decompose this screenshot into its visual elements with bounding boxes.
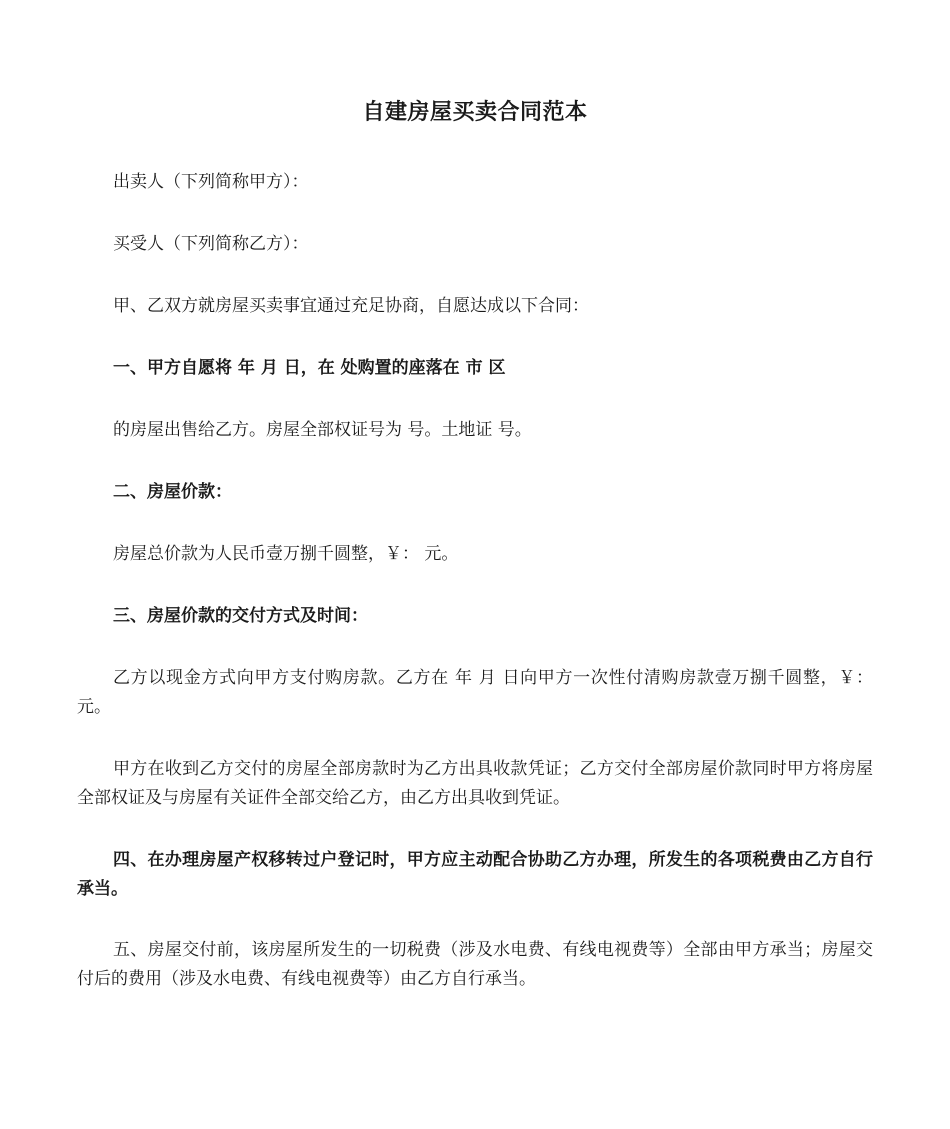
seller-line: 出卖人（下列简称甲方）：: [113, 172, 309, 192]
buyer-line: 买受人（下列简称乙方）：: [113, 234, 309, 254]
clause-two-heading: 二、房屋价款：: [113, 482, 232, 502]
document-title: 自建房屋买卖合同范本: [362, 100, 588, 125]
clause-five: 五、房屋交付前，该房屋所发生的一切税费（涉及水电费、有线电视费等）全部由甲方承当；房屋交付后的费用（涉及水电费、有线电视费等）由乙方自行承当。: [77, 940, 873, 989]
clause-three-body-2: 甲方在收到乙方交付的房屋全部房款时为乙方出具收款凭证；乙方交付全部房屋价款同时甲方将房屋全部权证及与房屋有关证件全部交给乙方，由乙方出具收到凭证。: [77, 759, 873, 808]
clause-two-body: 房屋总价款为人民币壹万捌千圆整，￥： 元。: [113, 544, 459, 564]
clause-one-heading: 一、甲方自愿将 年 月 日，在 处购置的座落在 市 区: [113, 358, 506, 378]
clause-three-heading: 三、房屋价款的交付方式及时间：: [113, 606, 368, 626]
clause-four: 四、在办理房屋产权移转过户登记时，甲方应主动配合协助乙方办理，所发生的各项税费由乙方自行承当。: [77, 850, 873, 899]
clause-three-body-1: 乙方以现金方式向甲方支付购房款。乙方在 年 月 日向甲方一次性付清购房款壹万捌千圆整，￥： 元。: [77, 668, 873, 717]
clause-one-body: 的房屋出售给乙方。房屋全部权证号为 号。土地证 号。: [113, 420, 532, 440]
intro-paragraph: 甲、乙双方就房屋买卖事宜通过充足协商，自愿达成以下合同：: [113, 296, 589, 316]
